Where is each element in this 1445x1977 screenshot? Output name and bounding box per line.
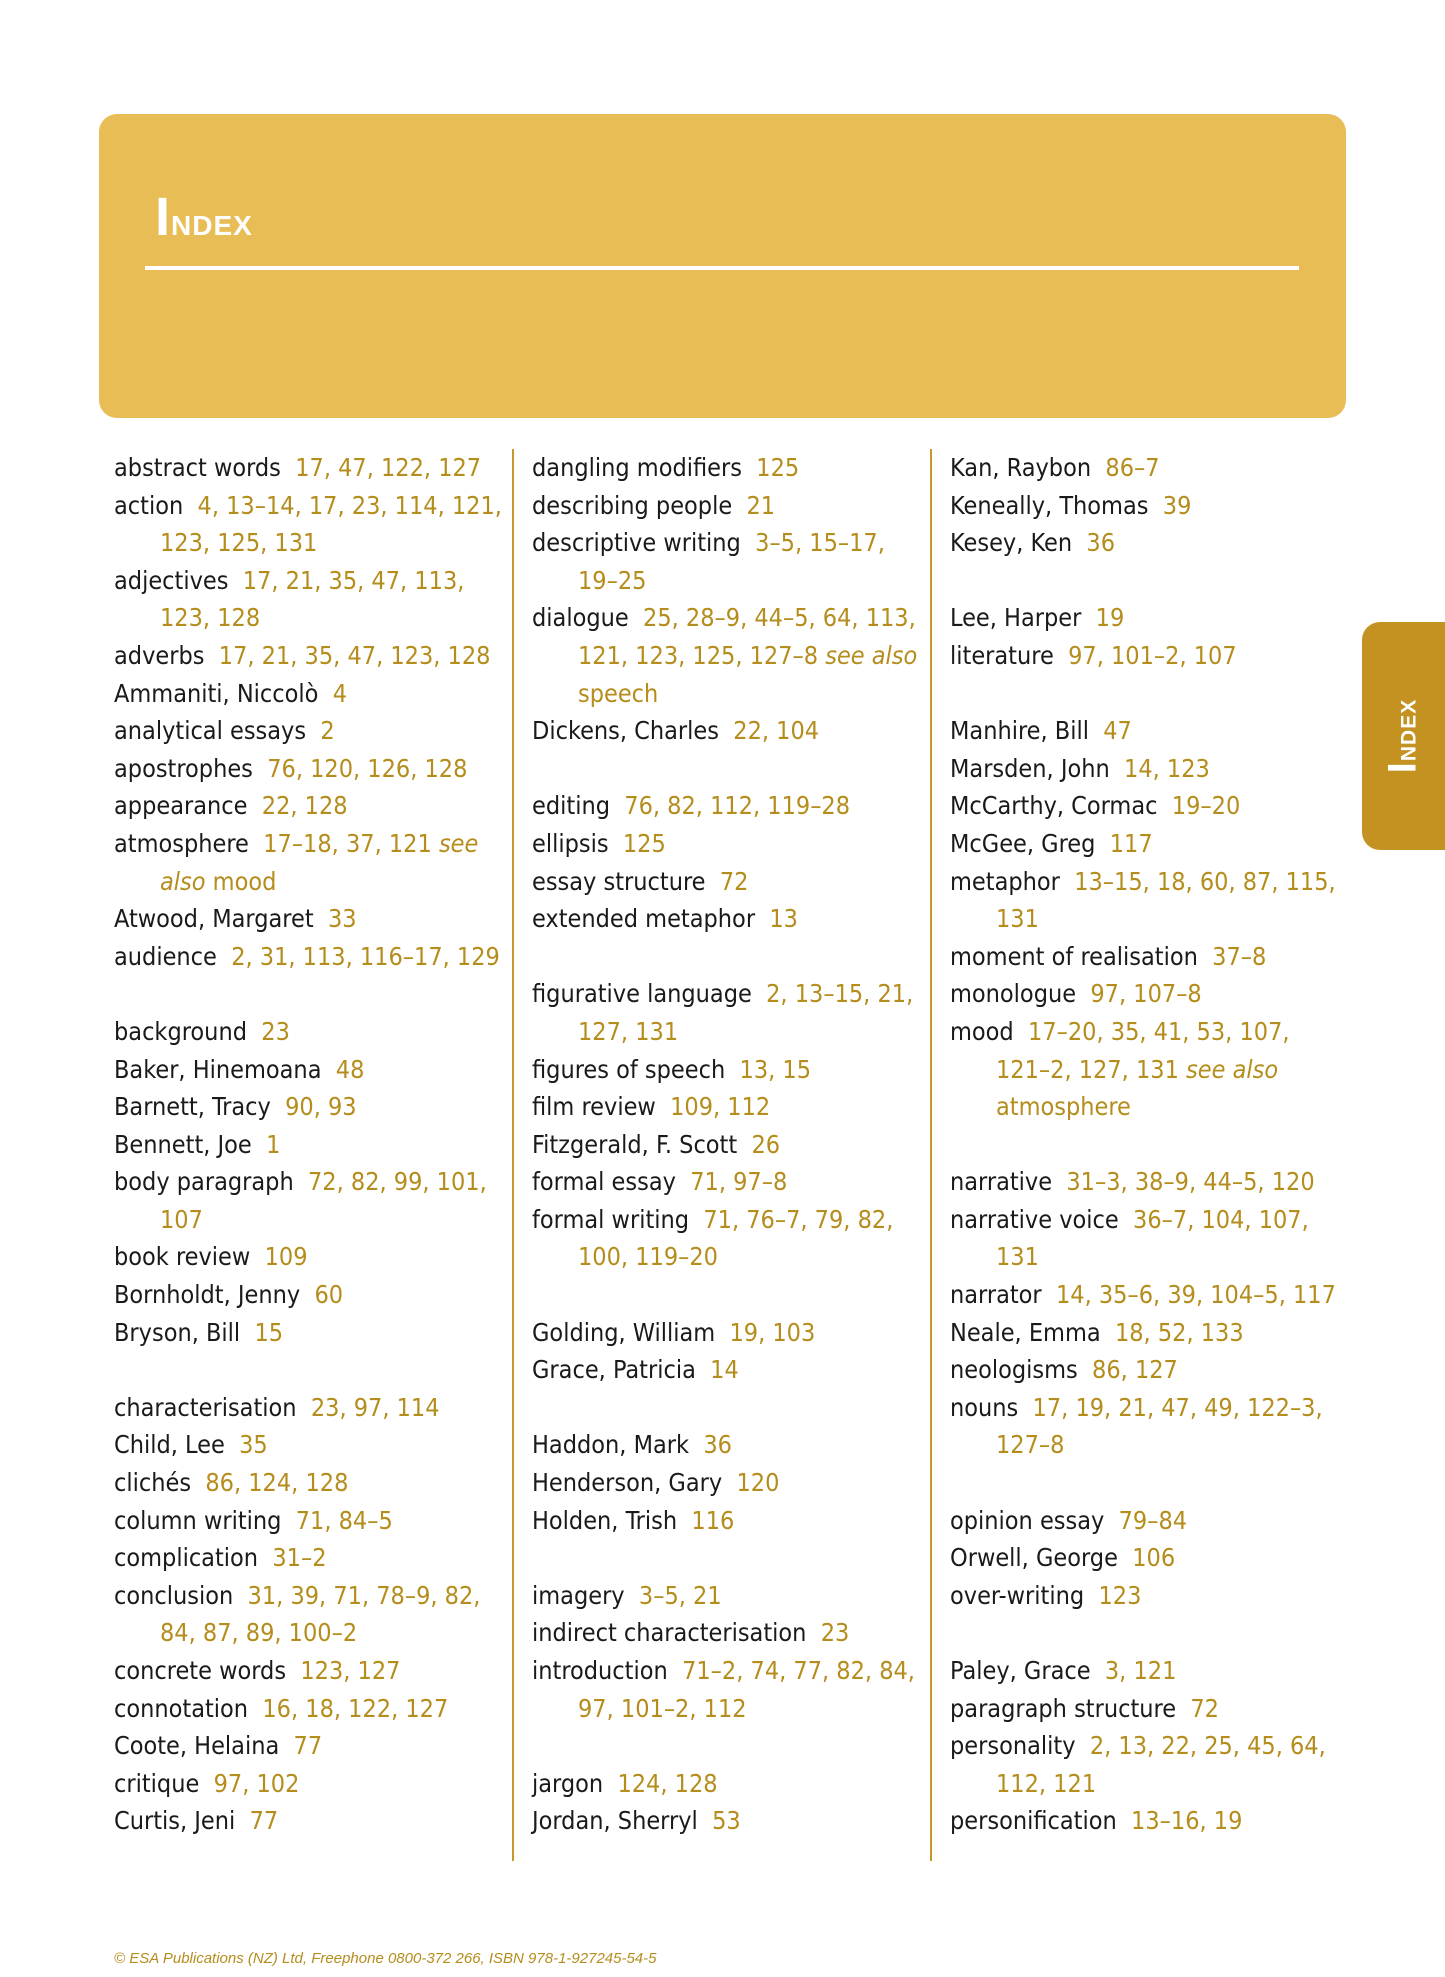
index-term: figurative language bbox=[532, 979, 752, 1009]
index-column-2 bbox=[532, 449, 927, 1840]
index-page-refs: 14, 123 bbox=[1124, 753, 1210, 783]
index-entry bbox=[950, 1201, 1345, 1276]
index-term: critique bbox=[114, 1768, 200, 1798]
index-entry bbox=[532, 863, 927, 901]
index-page-refs: 60 bbox=[314, 1280, 344, 1310]
index-page-refs: 86, 127 bbox=[1092, 1355, 1178, 1385]
index-page-refs: 17–20, 35, 41, 53, 107, 121–2, 127, 131 bbox=[996, 1016, 1290, 1084]
index-page-refs: 1 bbox=[266, 1129, 281, 1159]
index-entry bbox=[950, 938, 1345, 976]
index-column-1 bbox=[114, 449, 509, 1840]
index-page-refs: 36–7, 104, 107, 131 bbox=[996, 1204, 1309, 1272]
section-gap bbox=[532, 938, 927, 976]
index-entry bbox=[532, 1426, 927, 1464]
index-entry bbox=[532, 1088, 927, 1126]
index-term: clichés bbox=[114, 1468, 192, 1498]
index-entry bbox=[114, 1539, 509, 1577]
index-term: Orwell, George bbox=[950, 1543, 1118, 1573]
index-term: book review bbox=[114, 1242, 251, 1272]
index-entry bbox=[114, 712, 509, 750]
index-entry bbox=[950, 1690, 1345, 1728]
index-page-refs: 19, 103 bbox=[729, 1317, 816, 1347]
index-page-refs: 31, 39, 71, 78–9, 82, 84, 87, 89, 100–2 bbox=[160, 1580, 481, 1648]
index-term: Lee, Harper bbox=[950, 603, 1082, 633]
index-entry bbox=[950, 524, 1345, 562]
index-entry bbox=[532, 1126, 927, 1164]
index-entry bbox=[950, 599, 1345, 637]
index-term: characterisation bbox=[114, 1392, 297, 1422]
section-gap bbox=[532, 1389, 927, 1427]
index-term: Curtis, Jeni bbox=[114, 1806, 236, 1836]
index-term: Bennett, Joe bbox=[114, 1129, 252, 1159]
index-page-refs: 31–2 bbox=[272, 1543, 327, 1573]
index-page-refs: 17, 19, 21, 47, 49, 122–3, 127–8 bbox=[996, 1392, 1323, 1460]
page-title bbox=[155, 186, 253, 248]
index-term: personification bbox=[950, 1806, 1117, 1836]
index-page-refs: 72 bbox=[719, 866, 749, 896]
index-term: Dickens, Charles bbox=[532, 716, 719, 746]
index-entry bbox=[114, 1727, 509, 1765]
index-term: apostrophes bbox=[114, 753, 253, 783]
index-term: narrator bbox=[950, 1280, 1042, 1310]
section-gap bbox=[950, 1464, 1345, 1502]
index-term: McCarthy, Cormac bbox=[950, 791, 1158, 821]
index-term: imagery bbox=[532, 1580, 625, 1610]
column-divider bbox=[930, 449, 932, 1861]
index-entry bbox=[114, 449, 509, 487]
index-page-refs: 97, 101–2, 107 bbox=[1068, 640, 1237, 670]
index-page-refs: 4 bbox=[332, 678, 348, 708]
index-term: Kesey, Ken bbox=[950, 528, 1073, 558]
index-page-refs: 125 bbox=[622, 828, 666, 858]
index-page-refs: 124, 128 bbox=[617, 1768, 718, 1798]
index-term: over-writing bbox=[950, 1580, 1085, 1610]
index-page-refs: 37–8 bbox=[1212, 941, 1267, 971]
index-term: editing bbox=[532, 791, 610, 821]
index-term: dialogue bbox=[532, 603, 629, 633]
index-page-refs: 13 bbox=[769, 904, 798, 934]
index-term: opinion essay bbox=[950, 1505, 1105, 1535]
index-term: essay structure bbox=[532, 866, 706, 896]
index-term: formal essay bbox=[532, 1167, 676, 1197]
index-term: McGee, Greg bbox=[950, 828, 1096, 858]
index-term: neologisms bbox=[950, 1355, 1078, 1385]
index-page-refs: 35 bbox=[239, 1430, 268, 1460]
index-entry bbox=[532, 712, 927, 750]
index-entry bbox=[532, 1502, 927, 1540]
see-also-label: see also bbox=[825, 640, 918, 670]
index-page-refs: 53 bbox=[712, 1806, 741, 1836]
index-entry bbox=[114, 1314, 509, 1352]
index-page-refs: 17–18, 37, 121 bbox=[263, 828, 432, 858]
side-index-tab[interactable] bbox=[1362, 622, 1445, 850]
index-entry bbox=[114, 675, 509, 713]
index-page-refs: 97, 102 bbox=[213, 1768, 300, 1798]
index-page-refs: 97, 107–8 bbox=[1090, 979, 1202, 1009]
index-term: appearance bbox=[114, 791, 248, 821]
index-entry bbox=[532, 1464, 927, 1502]
index-page-refs: 31–3, 38–9, 44–5, 120 bbox=[1066, 1167, 1315, 1197]
index-term: Henderson, Gary bbox=[532, 1468, 723, 1498]
index-page-refs: 17, 21, 35, 47, 123, 128 bbox=[218, 640, 491, 670]
index-entry bbox=[532, 1201, 927, 1276]
index-page-refs: 3, 121 bbox=[1104, 1656, 1177, 1685]
index-page-refs: 15 bbox=[254, 1317, 284, 1347]
see-also-label: see also bbox=[1186, 1054, 1279, 1084]
index-term: Kan, Raybon bbox=[950, 453, 1092, 482]
index-page-refs: 18, 52, 133 bbox=[1114, 1317, 1244, 1347]
index-term: describing people bbox=[532, 490, 733, 520]
section-gap bbox=[114, 1351, 509, 1389]
index-entry bbox=[532, 449, 927, 487]
index-entry bbox=[950, 637, 1345, 675]
page-title-initial: I bbox=[155, 187, 172, 247]
index-page-refs: 4, 13–14, 17, 23, 114, 121, 123, 125, 131 bbox=[160, 490, 502, 558]
index-page-refs: 39 bbox=[1162, 490, 1192, 520]
index-term: Baker, Hinemoana bbox=[114, 1054, 322, 1084]
index-page-refs: 79–84 bbox=[1118, 1505, 1188, 1535]
index-page-refs: 117 bbox=[1109, 828, 1153, 858]
index-term: narrative voice bbox=[950, 1204, 1119, 1234]
index-term: Manhire, Bill bbox=[950, 716, 1089, 746]
page-title-rest: ndex bbox=[171, 200, 253, 244]
index-page-refs: 17, 47, 122, 127 bbox=[295, 453, 482, 482]
index-page-refs: 77 bbox=[293, 1731, 323, 1761]
index-entry bbox=[114, 825, 509, 900]
index-term: Atwood, Margaret bbox=[114, 904, 314, 934]
index-term: Haddon, Mark bbox=[532, 1430, 690, 1460]
index-entry bbox=[532, 599, 927, 712]
side-tab-rest: ndex bbox=[1389, 698, 1423, 762]
index-entry bbox=[114, 1238, 509, 1276]
index-page-refs: 13–16, 19 bbox=[1131, 1806, 1243, 1836]
index-page-refs: 3–5, 21 bbox=[638, 1580, 722, 1610]
section-gap bbox=[532, 750, 927, 788]
index-entry bbox=[532, 1314, 927, 1352]
index-page-refs: 77 bbox=[249, 1806, 279, 1836]
index-entry bbox=[950, 1389, 1345, 1464]
index-term: adjectives bbox=[114, 565, 229, 595]
index-term: dangling modifiers bbox=[532, 453, 742, 482]
index-term: formal writing bbox=[532, 1204, 690, 1234]
column-divider bbox=[512, 449, 514, 1861]
index-entry bbox=[532, 1802, 927, 1840]
index-entry bbox=[950, 975, 1345, 1013]
index-page-refs: 106 bbox=[1132, 1543, 1176, 1573]
index-term: Neale, Emma bbox=[950, 1317, 1101, 1347]
index-page-refs: 21 bbox=[746, 490, 776, 520]
section-gap bbox=[950, 1126, 1345, 1164]
index-entry bbox=[950, 1802, 1345, 1840]
index-page-refs: 23 bbox=[261, 1016, 290, 1046]
index-page-refs: 71, 97–8 bbox=[690, 1167, 788, 1197]
index-entry bbox=[114, 1276, 509, 1314]
index-term: Ammaniti, Niccolò bbox=[114, 678, 319, 708]
index-term: Bornholdt, Jenny bbox=[114, 1280, 301, 1310]
index-page-refs: 47 bbox=[1103, 716, 1132, 746]
index-page-refs: 14 bbox=[710, 1355, 739, 1385]
index-term: complication bbox=[114, 1543, 259, 1573]
index-term: metaphor bbox=[950, 866, 1060, 896]
index-term: audience bbox=[114, 941, 217, 971]
section-gap bbox=[532, 1276, 927, 1314]
index-page-refs: 76, 120, 126, 128 bbox=[267, 753, 468, 783]
index-term: atmosphere bbox=[114, 828, 249, 858]
index-page-refs: 86, 124, 128 bbox=[205, 1468, 349, 1498]
index-entry bbox=[114, 1690, 509, 1728]
index-page-refs: 109, 112 bbox=[670, 1092, 771, 1122]
index-term: monologue bbox=[950, 979, 1077, 1009]
index-entry bbox=[114, 1051, 509, 1089]
index-page-refs: 71–2, 74, 77, 82, 84, 97, 101–2, 112 bbox=[578, 1656, 915, 1723]
section-gap bbox=[532, 1539, 927, 1577]
side-tab-label bbox=[1381, 699, 1426, 773]
index-page-refs: 14, 35–6, 39, 104–5, 117 bbox=[1055, 1280, 1336, 1310]
index-page-refs: 13–15, 18, 60, 87, 115, 131 bbox=[996, 866, 1336, 934]
index-column-3 bbox=[950, 449, 1345, 1840]
section-gap bbox=[950, 562, 1345, 600]
index-page-refs: 17, 21, 35, 47, 113, 123, 128 bbox=[160, 565, 465, 633]
index-entry bbox=[950, 787, 1345, 825]
index-entry bbox=[950, 1502, 1345, 1540]
index-entry bbox=[532, 1652, 927, 1727]
index-page-refs: 71, 84–5 bbox=[295, 1505, 393, 1535]
index-term: Jordan, Sherryl bbox=[532, 1806, 698, 1836]
index-term: abstract words bbox=[114, 453, 281, 482]
index-entry bbox=[950, 1727, 1345, 1802]
index-term: paragraph structure bbox=[950, 1693, 1177, 1723]
index-page-refs: 2, 31, 113, 116–17, 129 bbox=[231, 941, 500, 971]
index-entry bbox=[114, 1389, 509, 1427]
index-entry bbox=[950, 487, 1345, 525]
see-also-target: atmosphere bbox=[996, 1092, 1131, 1122]
index-term: descriptive writing bbox=[532, 528, 741, 558]
index-entry bbox=[114, 1802, 509, 1840]
index-entry bbox=[950, 449, 1345, 487]
index-entry bbox=[114, 1013, 509, 1051]
title-underline bbox=[145, 266, 1299, 270]
index-page-refs: 123 bbox=[1098, 1580, 1142, 1610]
index-page-refs: 25, 28–9, 44–5, 64, 113, 121, 123, 125, 127–8 bbox=[578, 603, 916, 670]
index-term: Keneally, Thomas bbox=[950, 490, 1149, 520]
index-entry bbox=[114, 1126, 509, 1164]
index-term: narrative bbox=[950, 1167, 1053, 1197]
index-page-refs: 71, 76–7, 79, 82, 100, 119–20 bbox=[578, 1204, 894, 1272]
index-page-refs: 48 bbox=[335, 1054, 365, 1084]
index-page-refs: 3–5, 15–17, 19–25 bbox=[578, 528, 885, 595]
index-term: Paley, Grace bbox=[950, 1656, 1091, 1685]
index-entry bbox=[114, 637, 509, 675]
index-term: Bryson, Bill bbox=[114, 1317, 241, 1347]
index-entry bbox=[114, 1652, 509, 1690]
index-term: Golding, William bbox=[532, 1317, 716, 1347]
index-entry bbox=[114, 750, 509, 788]
index-term: literature bbox=[950, 640, 1054, 670]
index-term: personality bbox=[950, 1731, 1076, 1761]
index-page-refs: 36 bbox=[703, 1430, 732, 1460]
index-page-refs: 76, 82, 112, 119–28 bbox=[624, 791, 851, 821]
index-term: adverbs bbox=[114, 640, 205, 670]
index-entry bbox=[114, 1163, 509, 1238]
see-also-label: see also bbox=[160, 828, 479, 896]
index-term: figures of speech bbox=[532, 1054, 726, 1084]
index-term: ellipsis bbox=[532, 828, 609, 858]
index-term: connotation bbox=[114, 1693, 249, 1723]
index-term: film review bbox=[532, 1092, 656, 1122]
section-gap bbox=[950, 1614, 1345, 1652]
index-entry bbox=[950, 825, 1345, 863]
see-also-target: speech bbox=[578, 678, 659, 708]
index-term: introduction bbox=[532, 1656, 668, 1685]
index-entry bbox=[532, 1614, 927, 1652]
index-banner bbox=[99, 114, 1346, 418]
index-entry bbox=[532, 787, 927, 825]
index-page-refs: 33 bbox=[327, 904, 357, 934]
index-entry bbox=[532, 975, 927, 1050]
index-entry bbox=[532, 1765, 927, 1803]
index-term: column writing bbox=[114, 1505, 282, 1535]
index-entry bbox=[114, 1088, 509, 1126]
index-page-refs: 116 bbox=[691, 1505, 735, 1535]
index-entry bbox=[950, 1577, 1345, 1615]
index-term: indirect characterisation bbox=[532, 1618, 807, 1648]
index-page-refs: 2, 13, 22, 25, 45, 64, 112, 121 bbox=[996, 1731, 1326, 1798]
section-gap bbox=[114, 975, 509, 1013]
index-entry bbox=[532, 900, 927, 938]
index-term: Grace, Patricia bbox=[532, 1355, 696, 1385]
index-page-refs: 125 bbox=[756, 453, 800, 482]
index-term: action bbox=[114, 490, 184, 520]
index-entry bbox=[114, 938, 509, 976]
index-term: body paragraph bbox=[114, 1167, 294, 1197]
index-term: moment of realisation bbox=[950, 941, 1198, 971]
index-page-refs: 2, 13–15, 21, 127, 131 bbox=[578, 979, 914, 1046]
index-entry bbox=[950, 750, 1345, 788]
index-entry bbox=[114, 487, 509, 562]
see-also-target: mood bbox=[212, 866, 277, 896]
index-term: Barnett, Tracy bbox=[114, 1092, 271, 1122]
index-page-refs: 36 bbox=[1086, 528, 1116, 558]
index-page-refs: 19 bbox=[1095, 603, 1125, 633]
index-entry bbox=[532, 1051, 927, 1089]
index-term: background bbox=[114, 1016, 247, 1046]
index-entry bbox=[950, 1351, 1345, 1389]
index-entry bbox=[114, 1577, 509, 1652]
index-entry bbox=[532, 1577, 927, 1615]
index-term: Marsden, John bbox=[950, 753, 1110, 783]
index-entry bbox=[114, 1464, 509, 1502]
index-entry bbox=[950, 712, 1345, 750]
index-entry bbox=[950, 1539, 1345, 1577]
index-page-refs: 109 bbox=[264, 1242, 308, 1272]
index-entry bbox=[532, 825, 927, 863]
index-page-refs: 22, 104 bbox=[733, 716, 820, 746]
index-page-refs: 72 bbox=[1190, 1693, 1219, 1723]
index-entry bbox=[950, 1013, 1345, 1126]
copyright-footer: © ESA Publications (NZ) Ltd, Freephone 0800-372 266, ISBN 978-1-927245-54-5 bbox=[114, 1950, 657, 1967]
index-entry bbox=[950, 1314, 1345, 1352]
index-page-refs: 23, 97, 114 bbox=[310, 1392, 440, 1422]
index-entry bbox=[114, 1426, 509, 1464]
index-term: jargon bbox=[532, 1768, 604, 1798]
index-page-refs: 90, 93 bbox=[285, 1092, 357, 1122]
index-entry bbox=[532, 1351, 927, 1389]
index-page-refs: 26 bbox=[751, 1129, 781, 1159]
index-entry bbox=[950, 1652, 1345, 1690]
index-term: analytical essays bbox=[114, 716, 307, 746]
index-entry bbox=[950, 863, 1345, 938]
index-term: Fitzgerald, F. Scott bbox=[532, 1129, 738, 1159]
index-term: mood bbox=[950, 1016, 1014, 1046]
index-entry bbox=[532, 524, 927, 599]
index-entry bbox=[114, 562, 509, 637]
index-term: Holden, Trish bbox=[532, 1505, 678, 1535]
index-page-refs: 13, 15 bbox=[739, 1054, 812, 1084]
index-page-refs: 123, 127 bbox=[300, 1656, 401, 1685]
index-entry bbox=[532, 487, 927, 525]
index-page-refs: 23 bbox=[820, 1618, 850, 1648]
index-page-refs: 19–20 bbox=[1171, 791, 1241, 821]
index-term: concrete words bbox=[114, 1656, 287, 1685]
index-entry bbox=[532, 1163, 927, 1201]
side-tab-initial: I bbox=[1380, 761, 1425, 774]
index-page-refs: 16, 18, 122, 127 bbox=[262, 1693, 449, 1723]
index-page-refs: 86–7 bbox=[1105, 453, 1160, 482]
index-page-refs: 2 bbox=[320, 716, 335, 746]
index-entry bbox=[114, 1502, 509, 1540]
index-term: Coote, Helaina bbox=[114, 1731, 280, 1761]
index-entry bbox=[114, 1765, 509, 1803]
index-term: extended metaphor bbox=[532, 904, 756, 934]
index-entry bbox=[114, 900, 509, 938]
section-gap bbox=[950, 675, 1345, 713]
index-term: conclusion bbox=[114, 1580, 234, 1610]
index-page-refs: 22, 128 bbox=[261, 791, 348, 821]
section-gap bbox=[532, 1727, 927, 1765]
index-entry bbox=[950, 1163, 1345, 1201]
index-term: nouns bbox=[950, 1392, 1019, 1422]
index-entry bbox=[950, 1276, 1345, 1314]
index-page-refs: 120 bbox=[736, 1468, 780, 1498]
index-term: Child, Lee bbox=[114, 1430, 225, 1460]
index-entry bbox=[114, 787, 509, 825]
index-page-refs: 72, 82, 99, 101, 107 bbox=[160, 1167, 487, 1234]
